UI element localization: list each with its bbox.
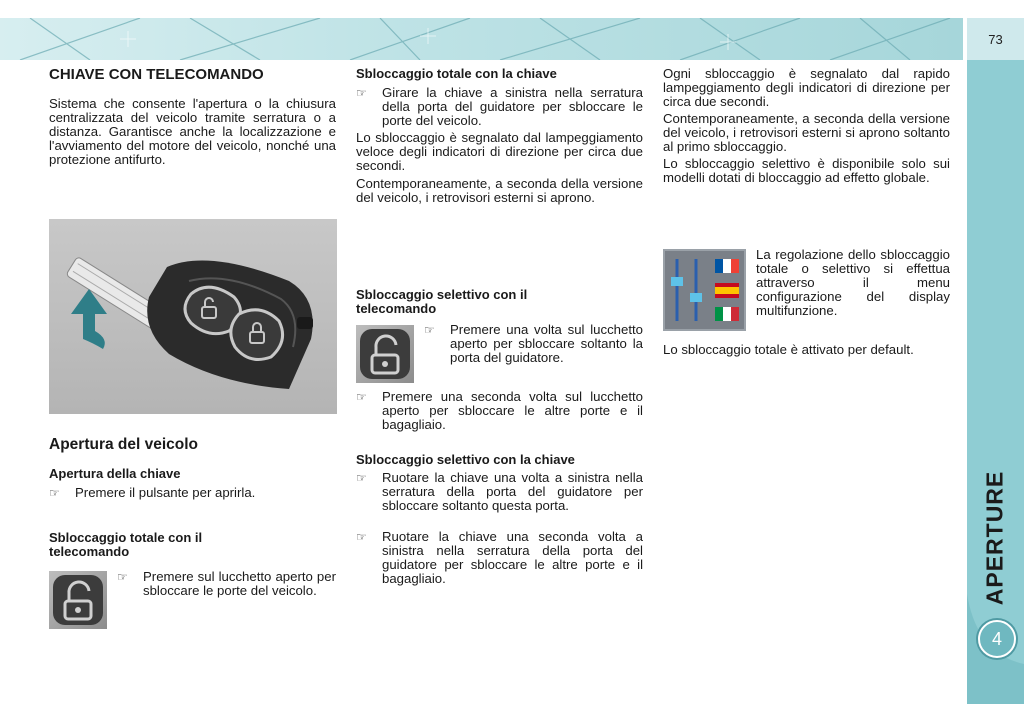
display-settings-image <box>663 249 746 331</box>
bullet-text: Ruotare la chiave una volta a sinistra nella serratura della porta del guidatore per sbloccare soltanto questa porta. <box>382 470 643 513</box>
col3-paragraph-3: Lo sbloccaggio selettivo è disponibile solo sui modelli dotati di bloccaggio ad effetto globale. <box>663 156 950 185</box>
bullet-hand-icon: ☞ <box>356 530 367 544</box>
chapter-number-badge: 4 <box>978 620 1016 658</box>
bullet-text: Premere il pulsante per aprirla. <box>75 485 256 500</box>
header-banner <box>0 18 963 60</box>
heading-total-remote: Sbloccaggio totale con il telecomando <box>49 530 203 559</box>
settings-paragraph: La regolazione dello sbloccaggio totale o selettivo si effettua attraverso il menu configurazione del display multifunzione. <box>756 247 950 318</box>
bullet-total-key <box>356 86 643 128</box>
bullet-hand-icon: ☞ <box>356 390 367 404</box>
open-padlock-icon <box>356 325 414 383</box>
heading-key-opening: Apertura della chiave <box>49 466 181 481</box>
remote-key-image <box>49 219 337 414</box>
heading-vehicle-opening: Apertura del veicolo <box>49 436 199 453</box>
total-key-paragraph-1: Lo sbloccaggio è segnalato dal lampeggiamento veloce degli indicatori di direzione per circa due secondi. <box>356 130 643 173</box>
heading-selective-key: Sbloccaggio selettivo con la chiave <box>356 452 575 467</box>
bullet-text: Premere una seconda volta sul lucchetto aperto per sbloccare le altre porte e il bagagliaio. <box>382 389 643 432</box>
bullet-text: Premere sul lucchetto aperto per sbloccare le porte del veicolo. <box>143 569 336 598</box>
default-paragraph: Lo sbloccaggio totale è attivato per default. <box>663 342 914 357</box>
bullet-hand-icon: ☞ <box>117 570 128 584</box>
bullet-hand-icon: ☞ <box>424 323 435 337</box>
col3-paragraph-1: Ogni sbloccaggio è segnalato dal rapido lampeggiamento degli indicatori di direzione per circa due secondi. <box>663 66 950 109</box>
bullet-key-opening <box>49 486 336 500</box>
unlock-button-image-2 <box>356 325 414 383</box>
bullet-selective-key-2 <box>356 530 643 586</box>
total-key-paragraph-2: Contemporaneamente, a seconda della versione del veicolo, i retrovisori esterni si aprono. <box>356 176 643 205</box>
intro-paragraph: Sistema che consente l'apertura o la chiusura centralizzata del veicolo tramite serratura o a distanza. Garantisce anche la localizzazione e l'avviamento del motore del veicolo, nonché una protezione antifurto. <box>49 96 336 167</box>
bullet-selective-remote-1 <box>424 323 643 365</box>
settings-sliders-flags-icon <box>663 249 746 331</box>
bullet-text: Girare la chiave a sinistra nella serratura della porta del guidatore per sbloccare le porte del veicolo. <box>382 85 643 128</box>
remote-key-illustration <box>49 219 337 414</box>
banner-pattern <box>0 18 963 60</box>
bullet-total-remote <box>117 570 336 598</box>
section-tab-label-wrap <box>983 468 1007 608</box>
open-padlock-icon <box>49 571 107 629</box>
page-title: CHIAVE CON TELECOMANDO <box>49 66 264 83</box>
col3-paragraph-2: Contemporaneamente, a seconda della versione del veicolo, i retrovisori esterni si aprono soltanto al primo sbloccaggio. <box>663 111 950 154</box>
bullet-selective-key-1 <box>356 471 643 513</box>
heading-selective-remote: Sbloccaggio selettivo con il telecomando <box>356 287 528 316</box>
bullet-text: Premere una volta sul lucchetto aperto per sbloccare soltanto la porta del guidatore. <box>450 322 643 365</box>
section-tab-label: APERTURE <box>981 470 1008 606</box>
bullet-selective-remote-2 <box>356 390 643 432</box>
heading-total-key: Sbloccaggio totale con la chiave <box>356 66 557 81</box>
bullet-hand-icon: ☞ <box>356 471 367 485</box>
page-number: 73 <box>967 18 1024 60</box>
bullet-hand-icon: ☞ <box>356 86 367 100</box>
bullet-text: Ruotare la chiave una seconda volta a sinistra nella serratura della porta del guidatore per sbloccare le altre porte e il bagagliaio. <box>382 529 643 586</box>
bullet-hand-icon: ☞ <box>49 486 60 500</box>
unlock-button-image <box>49 571 107 629</box>
